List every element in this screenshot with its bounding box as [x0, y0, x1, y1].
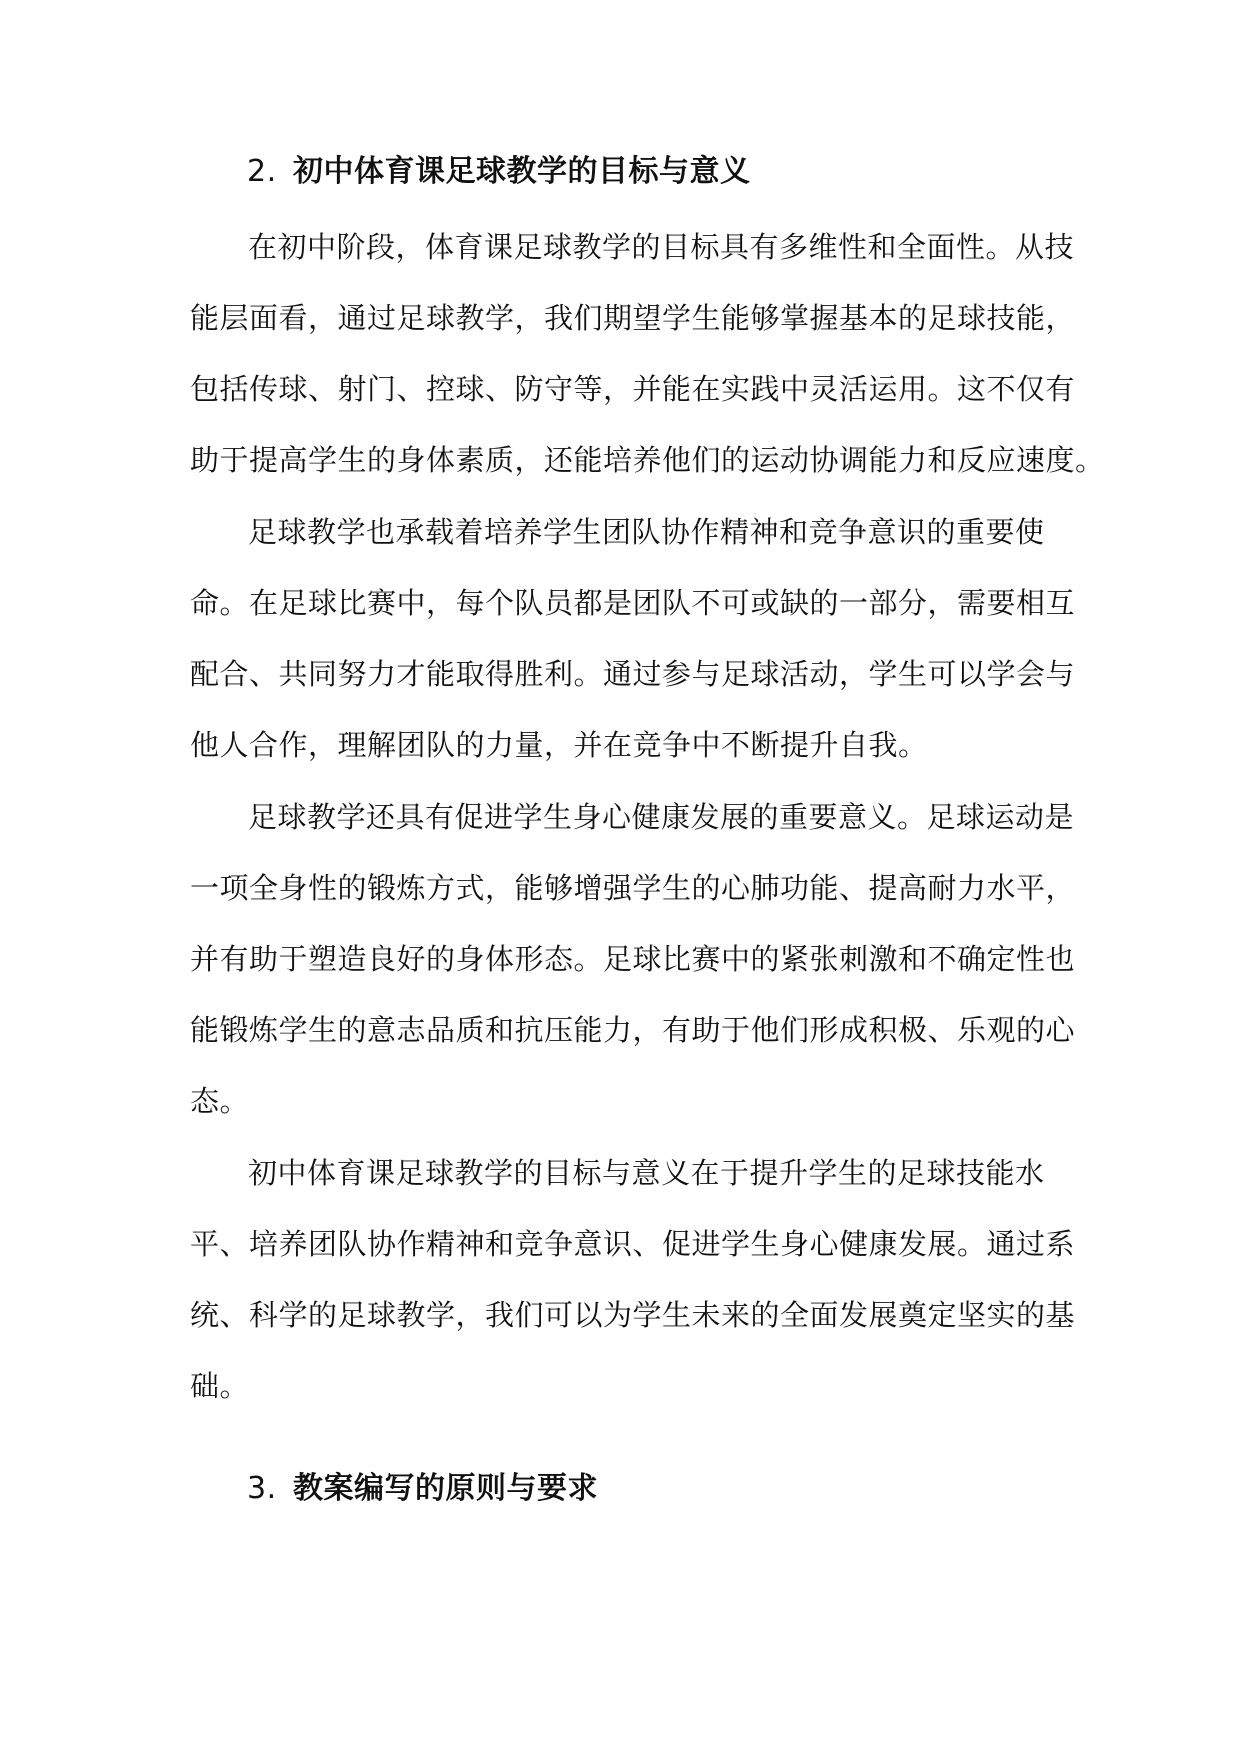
section-2-heading — [247, 152, 751, 192]
paragraph-4-line-3: 统、科学的足球教学，我们可以为学生未来的全面发展奠定坚实的基 — [190, 1298, 1076, 1332]
paragraph-4-line-4: 础。 — [190, 1369, 250, 1403]
paragraph-4-line-2: 平、培养团队协作精神和竞争意识、促进学生身心健康发展。通过系 — [190, 1227, 1076, 1261]
paragraph-3-line-4: 能锻炼学生的意志品质和抗压能力，有助于他们形成积极、乐观的心 — [190, 1013, 1076, 1047]
paragraph-4-line-1: 初中体育课足球教学的目标与意义在于提升学生的足球技能水 — [248, 1156, 1045, 1190]
paragraph-3-line-5: 态。 — [190, 1084, 250, 1118]
paragraph-3-line-2: 一项全身性的锻炼方式，能够增强学生的心肺功能、提高耐力水平， — [190, 871, 1076, 905]
paragraph-2-line-2: 命。在足球比赛中，每个队员都是团队不可或缺的一部分，需要相互 — [190, 586, 1076, 620]
section-3-heading — [247, 1469, 598, 1509]
paragraph-2-line-3: 配合、共同努力才能取得胜利。通过参与足球活动，学生可以学会与 — [190, 657, 1076, 691]
paragraph-2-line-4: 他人合作，理解团队的力量，并在竞争中不断提升自我。 — [190, 728, 928, 762]
section-3-number: 3. — [247, 1471, 277, 1506]
paragraph-2-line-1: 足球教学也承载着培养学生团队协作精神和竞争意识的重要使 — [248, 515, 1045, 549]
paragraph-1-line-4: 助于提高学生的身体素质，还能培养他们的运动协调能力和反应速度。 — [190, 443, 1105, 477]
paragraph-3-line-3: 并有助于塑造良好的身体形态。足球比赛中的紧张刺激和不确定性也 — [190, 942, 1076, 976]
section-2-number: 2. — [247, 154, 277, 189]
paragraph-1-line-3: 包括传球、射门、控球、防守等，并能在实践中灵活运用。这不仅有 — [190, 372, 1076, 406]
paragraph-1-line-1: 在初中阶段，体育课足球教学的目标具有多维性和全面性。从技 — [248, 230, 1075, 264]
paragraph-1-line-2: 能层面看，通过足球教学，我们期望学生能够掌握基本的足球技能， — [190, 301, 1076, 335]
section-3-title: 教案编写的原则与要求 — [293, 1471, 598, 1506]
paragraph-3-line-1: 足球教学还具有促进学生身心健康发展的重要意义。足球运动是 — [248, 800, 1075, 834]
section-2-title: 初中体育课足球教学的目标与意义 — [293, 154, 751, 189]
